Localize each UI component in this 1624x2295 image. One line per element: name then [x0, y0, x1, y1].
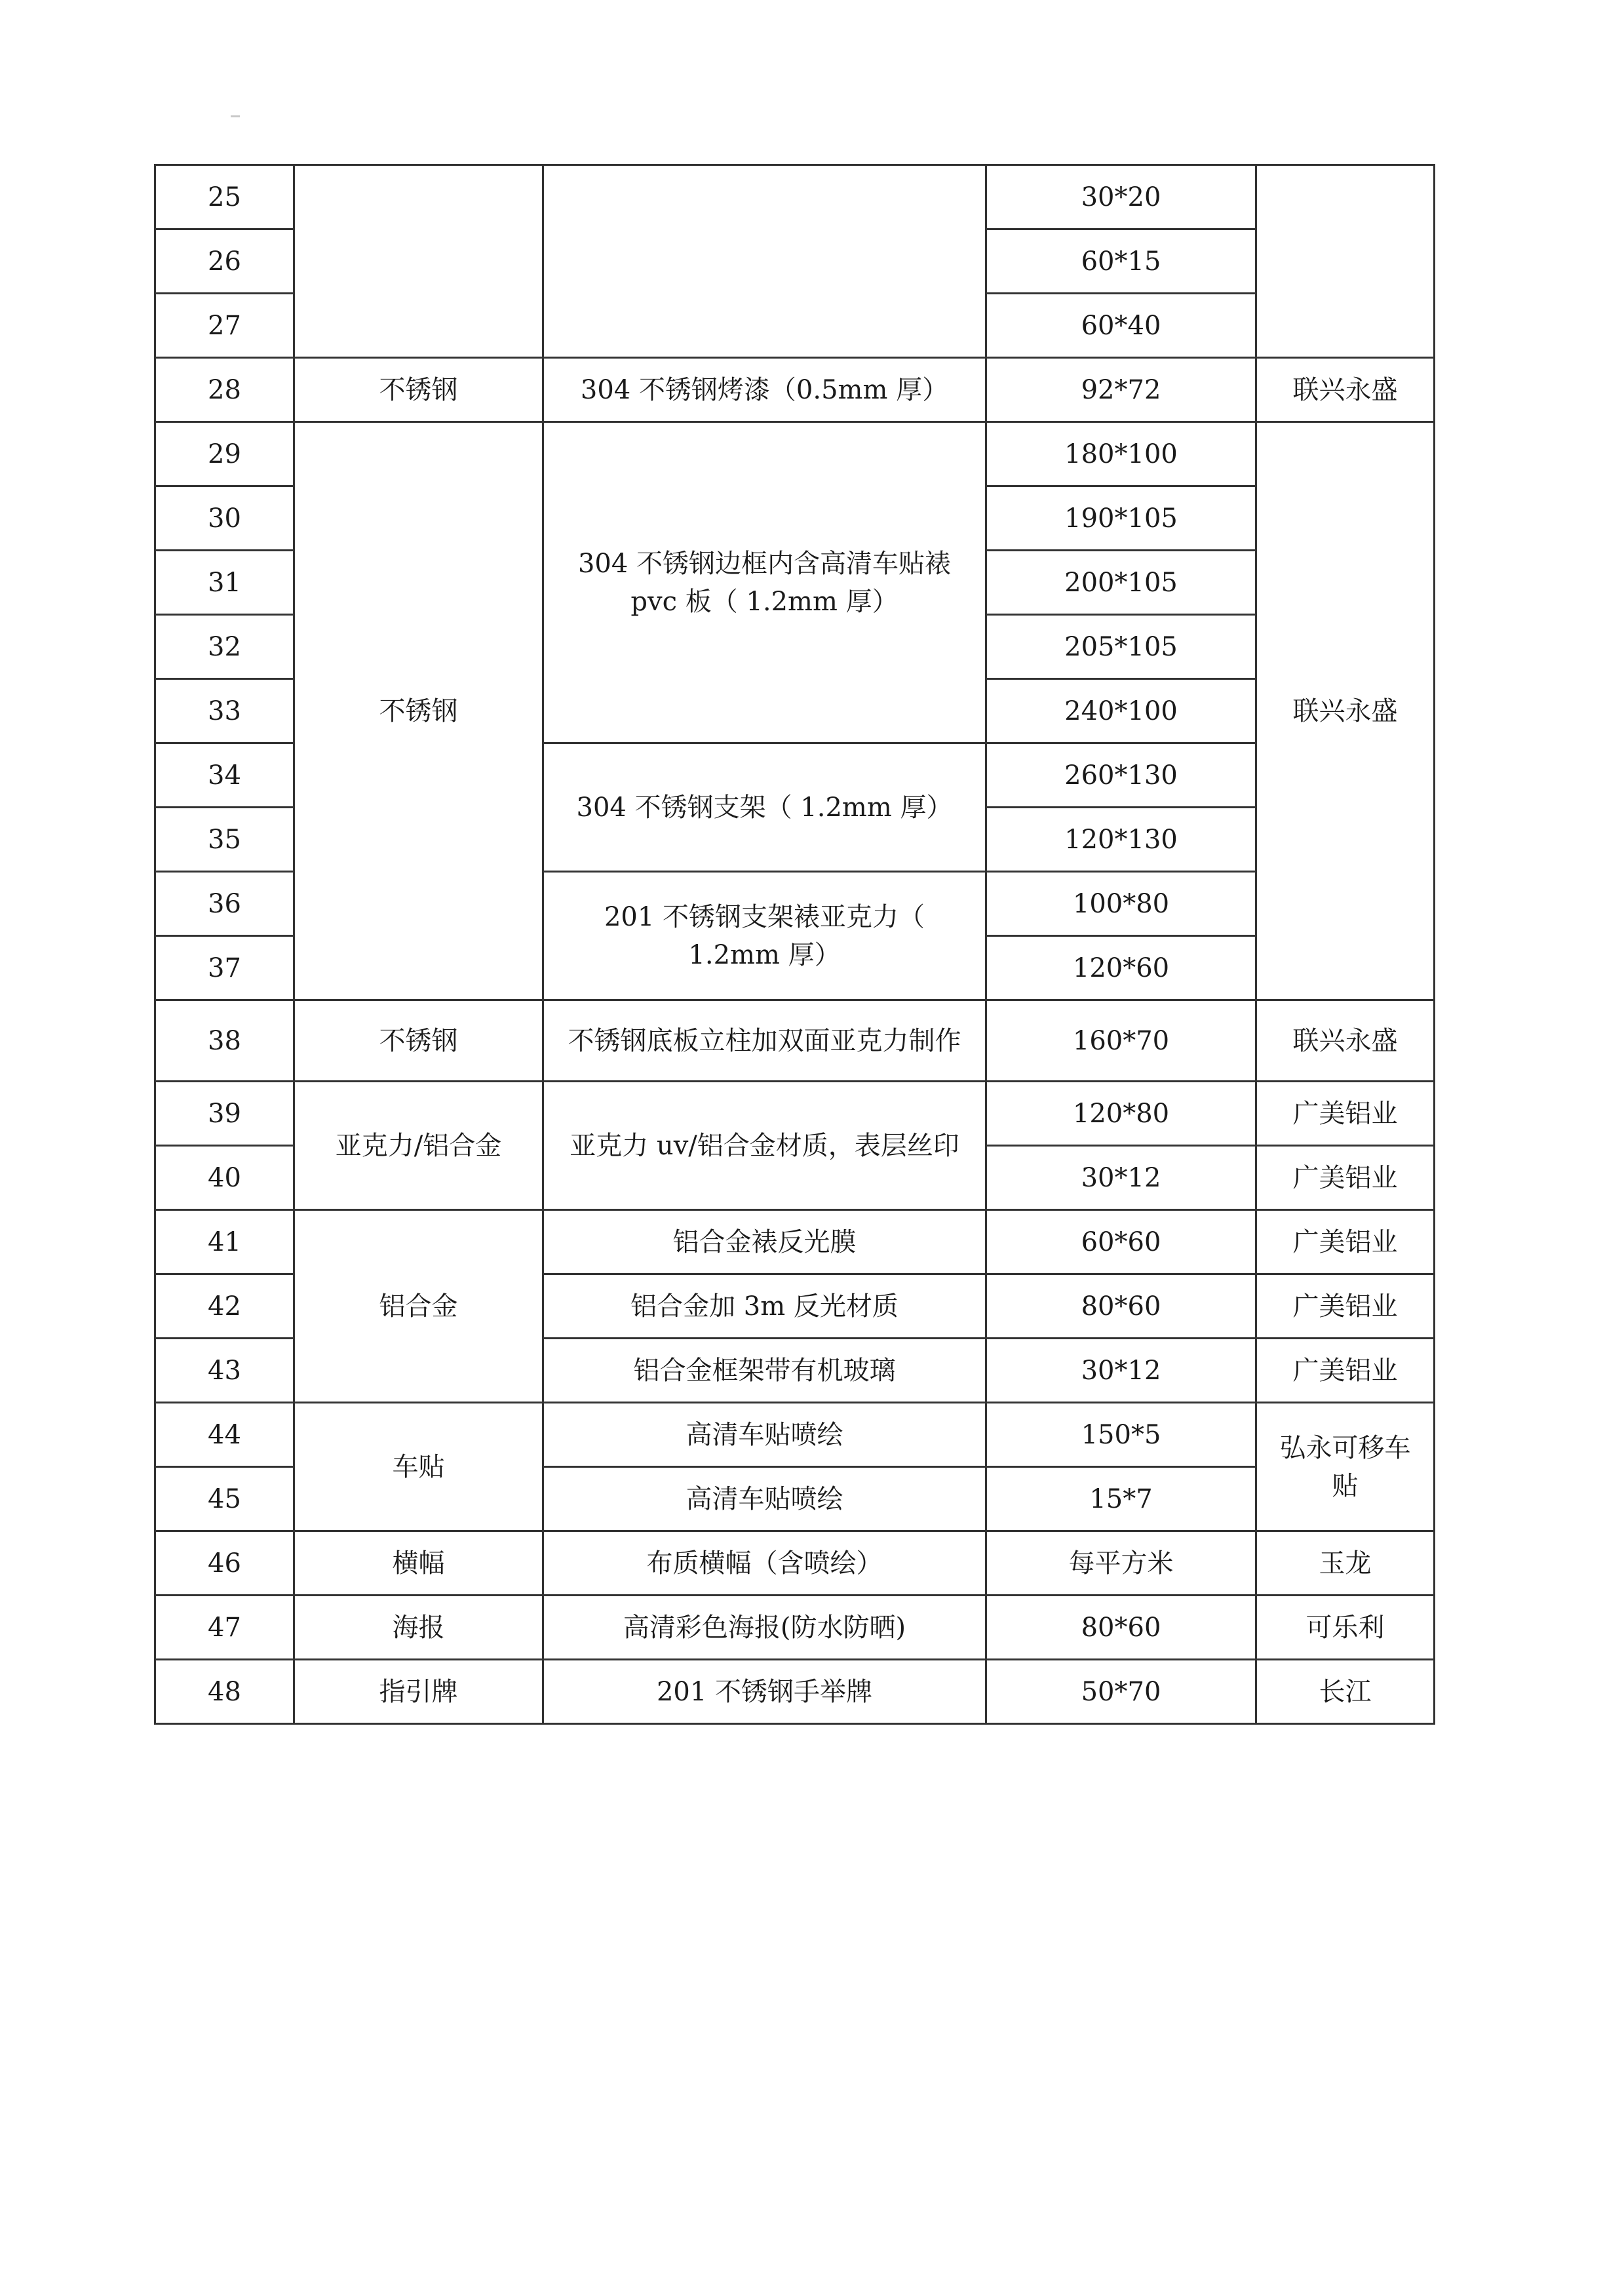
row-number: 27 — [155, 294, 294, 358]
size-cell: 92*72 — [986, 358, 1256, 422]
vendor-cell: 可乐利 — [1256, 1596, 1435, 1660]
vendor-cell: 长江 — [1256, 1660, 1435, 1724]
row-number: 42 — [155, 1274, 294, 1339]
description-cell: 不锈钢底板立柱加双面亚克力制作 — [543, 1000, 986, 1082]
size-cell: 80*60 — [986, 1274, 1256, 1339]
material-cell: 不锈钢 — [294, 422, 543, 1000]
size-cell: 60*15 — [986, 229, 1256, 294]
row-number: 26 — [155, 229, 294, 294]
row-number: 38 — [155, 1000, 294, 1082]
table-row — [155, 1660, 1435, 1724]
size-cell: 80*60 — [986, 1596, 1256, 1660]
vendor-cell: 玉龙 — [1256, 1531, 1435, 1596]
material-cell-empty — [294, 165, 543, 358]
size-cell: 50*70 — [986, 1660, 1256, 1724]
table-row — [155, 1531, 1435, 1596]
size-cell: 每平方米 — [986, 1531, 1256, 1596]
vendor-cell: 弘永可移车贴 — [1256, 1403, 1435, 1531]
row-number: 39 — [155, 1082, 294, 1146]
description-cell-empty — [543, 165, 986, 358]
size-cell: 150*5 — [986, 1403, 1256, 1467]
size-cell: 120*60 — [986, 936, 1256, 1000]
size-cell: 60*40 — [986, 294, 1256, 358]
vendor-cell: 广美铝业 — [1256, 1274, 1435, 1339]
size-cell: 160*70 — [986, 1000, 1256, 1082]
size-cell: 205*105 — [986, 615, 1256, 679]
description-cell: 高清车贴喷绘 — [543, 1403, 986, 1467]
row-number: 33 — [155, 679, 294, 743]
row-number: 41 — [155, 1210, 294, 1274]
vendor-cell: 广美铝业 — [1256, 1339, 1435, 1403]
description-cell: 304 不锈钢烤漆（0.5mm 厚） — [543, 358, 986, 422]
size-cell: 100*80 — [986, 872, 1256, 936]
size-cell: 15*7 — [986, 1467, 1256, 1531]
table-row — [155, 165, 1435, 229]
description-cell: 304 不锈钢边框内含高清车贴裱 pvc 板（ 1.2mm 厚） — [543, 422, 986, 743]
table-row — [155, 1596, 1435, 1660]
material-cell: 海报 — [294, 1596, 543, 1660]
size-cell: 120*80 — [986, 1082, 1256, 1146]
description-cell: 201 不锈钢支架裱亚克力（ 1.2mm 厚） — [543, 872, 986, 1000]
row-number: 25 — [155, 165, 294, 229]
description-cell: 304 不锈钢支架（ 1.2mm 厚） — [543, 743, 986, 872]
row-number: 35 — [155, 808, 294, 872]
size-cell: 180*100 — [986, 422, 1256, 486]
size-cell: 200*105 — [986, 551, 1256, 615]
spec-table — [154, 164, 1435, 1725]
description-cell: 亚克力 uv/铝合金材质，表层丝印 — [543, 1082, 986, 1210]
row-number: 44 — [155, 1403, 294, 1467]
table-row — [155, 422, 1435, 486]
vendor-cell: 广美铝业 — [1256, 1146, 1435, 1210]
row-number: 45 — [155, 1467, 294, 1531]
description-cell: 铝合金加 3m 反光材质 — [543, 1274, 986, 1339]
scan-mark — [231, 115, 240, 117]
size-cell: 30*12 — [986, 1146, 1256, 1210]
row-number: 36 — [155, 872, 294, 936]
description-cell: 高清彩色海报(防水防晒) — [543, 1596, 986, 1660]
vendor-cell: 联兴永盛 — [1256, 422, 1435, 1000]
row-number: 29 — [155, 422, 294, 486]
row-number: 43 — [155, 1339, 294, 1403]
size-cell: 190*105 — [986, 486, 1256, 551]
row-number: 47 — [155, 1596, 294, 1660]
size-cell: 260*130 — [986, 743, 1256, 808]
table-row — [155, 1403, 1435, 1467]
row-number: 46 — [155, 1531, 294, 1596]
material-cell: 车贴 — [294, 1403, 543, 1531]
vendor-cell: 广美铝业 — [1256, 1210, 1435, 1274]
row-number: 32 — [155, 615, 294, 679]
row-number: 40 — [155, 1146, 294, 1210]
size-cell: 120*130 — [986, 808, 1256, 872]
vendor-cell: 广美铝业 — [1256, 1082, 1435, 1146]
size-cell: 30*20 — [986, 165, 1256, 229]
vendor-cell-empty — [1256, 165, 1435, 358]
size-cell: 30*12 — [986, 1339, 1256, 1403]
row-number: 37 — [155, 936, 294, 1000]
row-number: 48 — [155, 1660, 294, 1724]
description-cell: 201 不锈钢手举牌 — [543, 1660, 986, 1724]
table-row — [155, 1082, 1435, 1146]
size-cell: 240*100 — [986, 679, 1256, 743]
table-row — [155, 1210, 1435, 1274]
material-cell: 指引牌 — [294, 1660, 543, 1724]
row-number: 34 — [155, 743, 294, 808]
description-cell: 布质横幅（含喷绘） — [543, 1531, 986, 1596]
vendor-cell: 联兴永盛 — [1256, 1000, 1435, 1082]
description-cell: 铝合金裱反光膜 — [543, 1210, 986, 1274]
description-cell: 高清车贴喷绘 — [543, 1467, 986, 1531]
table-row — [155, 1000, 1435, 1082]
row-number: 28 — [155, 358, 294, 422]
material-cell: 不锈钢 — [294, 1000, 543, 1082]
material-cell: 铝合金 — [294, 1210, 543, 1403]
row-number: 31 — [155, 551, 294, 615]
vendor-cell: 联兴永盛 — [1256, 358, 1435, 422]
material-cell: 不锈钢 — [294, 358, 543, 422]
table-row — [155, 358, 1435, 422]
material-cell: 亚克力/铝合金 — [294, 1082, 543, 1210]
row-number: 30 — [155, 486, 294, 551]
material-cell: 横幅 — [294, 1531, 543, 1596]
description-cell: 铝合金框架带有机玻璃 — [543, 1339, 986, 1403]
size-cell: 60*60 — [986, 1210, 1256, 1274]
